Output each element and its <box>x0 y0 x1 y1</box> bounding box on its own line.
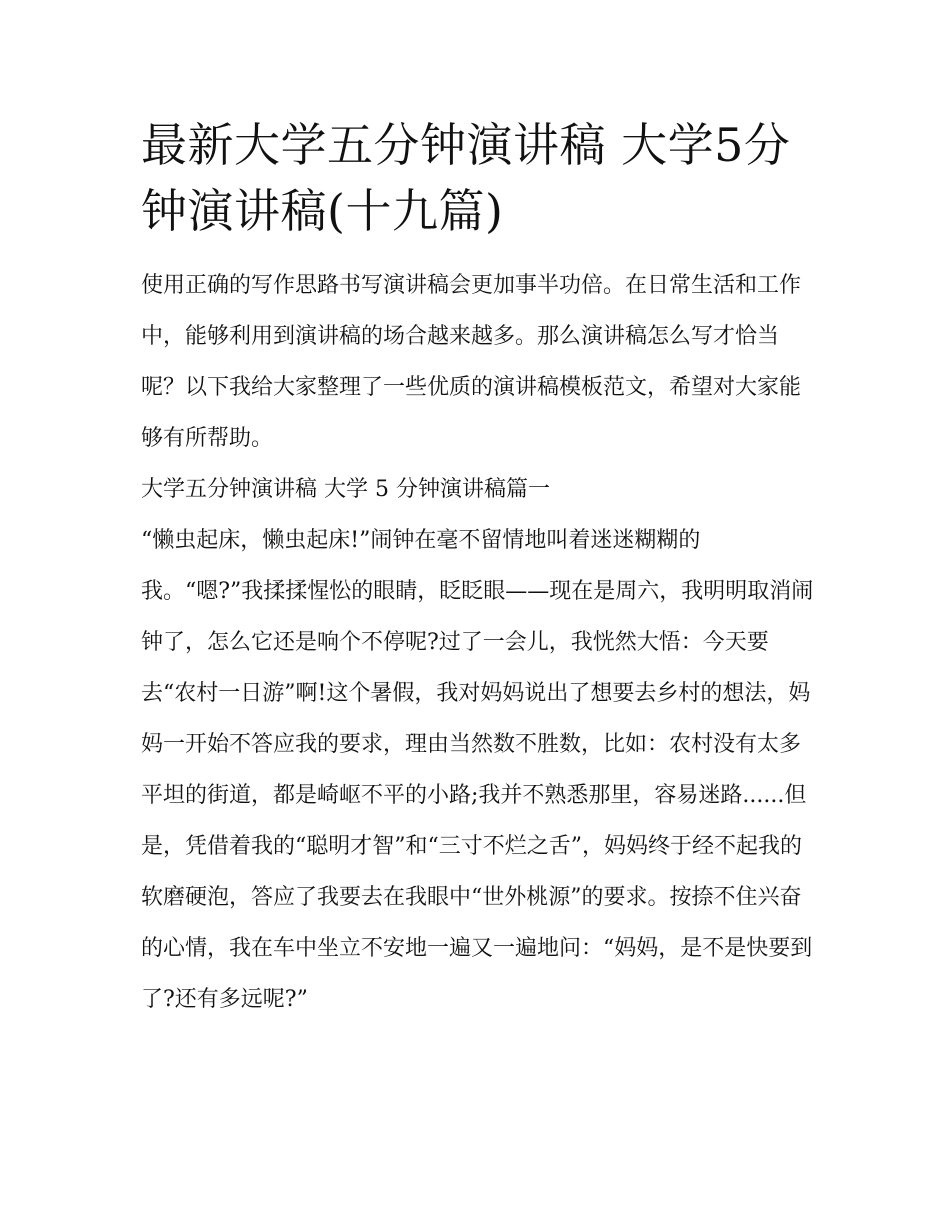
section-heading: 大学五分钟演讲稿 大学 5 分钟演讲稿篇一 <box>141 477 550 502</box>
intro-paragraph: 使用正确的写作思路书写演讲稿会更加事半功倍。在日常生活和工作中，能够利用到演讲稿的场合越来越多。那么演讲稿怎么写才恰当呢？以下我给大家整理了一些优质的演讲稿模板范文，希望对大家能够有所帮助。 <box>141 273 802 451</box>
document-title: 最新大学五分钟演讲稿 大学5分钟演讲稿(十九篇) <box>141 118 791 238</box>
document-page <box>141 112 821 1025</box>
body-paragraph: “懒虫起床，懒虫起床!”闹钟在毫不留情地叫着迷迷糊糊的我。“嗯?”我揉揉惺忪的眼睛，眨眨眼——现在是周六，我明明取消闹钟了，怎么它还是响个不停呢?过了一会儿，我恍然大悟：今天要去“农村一日游”啊!这个暑假，我对妈妈说出了想要去乡村的想法，妈妈一开始不答应我的要求，理由当然数不胜数，比如：农村没有太多平坦的街道，都是崎岖不平的小路;我并不熟悉那里，容易迷路......但是，凭借着我的“聪明才智”和“三寸不烂之舌”，妈妈终于经不起我的软磨硬泡，答应了我要去在我眼中“世外桃源”的要求。按捺不住兴奋的心情，我在车中坐立不安地一遍又一遍地问：“妈妈，是不是快要到了?还有多远呢?” <box>141 528 814 1012</box>
